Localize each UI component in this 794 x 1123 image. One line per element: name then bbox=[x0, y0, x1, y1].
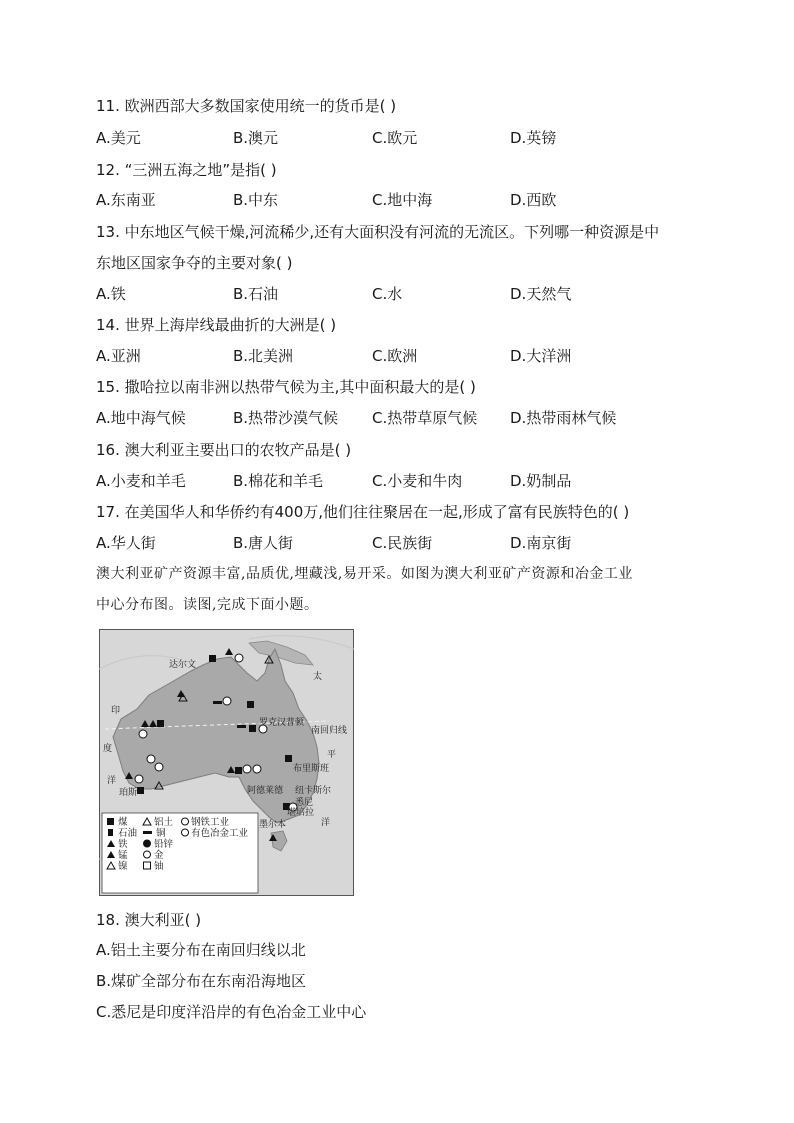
label-indian-1: 印 bbox=[111, 706, 121, 716]
coal-symbol bbox=[235, 767, 242, 774]
option-c[interactable]: C.欧元 bbox=[372, 129, 418, 147]
legend-leadzinc: 铅锌 bbox=[154, 839, 174, 850]
option-b[interactable]: B.棉花和羊毛 bbox=[233, 472, 324, 490]
label-pacific-3: 洋 bbox=[321, 818, 331, 828]
option-b[interactable]: B.唐人街 bbox=[233, 534, 294, 552]
label-indian-3: 洋 bbox=[107, 776, 117, 786]
legend-uranium: 铀 bbox=[154, 861, 164, 872]
legend-gold: 金 bbox=[154, 850, 164, 861]
coal-symbol bbox=[137, 787, 144, 794]
question-number: 15. bbox=[96, 378, 120, 396]
question-text: 撒哈拉以南非洲以热带气候为主,其中面积最大的是( ) bbox=[124, 378, 476, 396]
legend-nickel: 镍 bbox=[118, 861, 128, 872]
question-text: 世界上海岸线最曲折的大洲是( ) bbox=[124, 316, 337, 334]
option-b[interactable]: B.热带沙漠气候 bbox=[233, 409, 339, 427]
gold-symbol bbox=[223, 697, 231, 705]
question-number: 14. bbox=[96, 316, 120, 334]
question-text: “三洲五海之地”是指( ) bbox=[124, 161, 277, 179]
question-number: 12. bbox=[96, 161, 120, 179]
leadzinc-symbol bbox=[155, 763, 163, 771]
option-d[interactable]: D.大洋洲 bbox=[510, 347, 572, 365]
label-newcastle: 纽卡斯尔 bbox=[295, 786, 332, 796]
option-a[interactable]: A.地中海气候 bbox=[96, 409, 186, 427]
option-c[interactable]: C.欧洲 bbox=[372, 347, 418, 365]
question-text: 澳大利亚( ) bbox=[124, 911, 202, 929]
question-number: 13. bbox=[96, 223, 120, 241]
label-adelaide: 阿德莱德 bbox=[247, 786, 284, 796]
australia-mineral-map bbox=[99, 629, 354, 896]
coal-symbol bbox=[247, 701, 254, 708]
option-b[interactable]: B.煤矿全部分布在东南沿海地区 bbox=[96, 972, 307, 990]
option-a[interactable]: A.亚洲 bbox=[96, 347, 141, 365]
question-text: 澳大利亚主要出口的农牧产品是( ) bbox=[124, 441, 352, 459]
option-b[interactable]: B.北美洲 bbox=[233, 347, 294, 365]
option-b[interactable]: B.中东 bbox=[233, 191, 279, 209]
option-a[interactable]: A.铁 bbox=[96, 285, 126, 303]
question-number: 17. bbox=[96, 503, 120, 521]
intro-line-1: 澳大利亚矿产资源丰富,品质优,埋藏浅,易开采。如图为澳大利亚矿产资源和冶金工业 bbox=[96, 566, 633, 582]
label-tropic: 南回归线 bbox=[311, 726, 348, 736]
label-indian-2: 度 bbox=[103, 744, 113, 754]
legend-nonferrous-icon bbox=[182, 829, 189, 836]
label-kembla: 堪培拉 bbox=[287, 808, 315, 818]
question-18 bbox=[96, 910, 201, 930]
label-melbourne: 墨尔本 bbox=[259, 820, 287, 830]
question-text: 在美国华人和华侨约有400万,他们往往聚居在一起,形成了富有民族特色的( ) bbox=[124, 503, 630, 521]
option-a[interactable]: A.东南亚 bbox=[96, 191, 156, 209]
option-d[interactable]: D.南京街 bbox=[510, 534, 572, 552]
label-brisbane: 布里斯班 bbox=[293, 764, 330, 774]
option-a[interactable]: A.华人街 bbox=[96, 534, 156, 552]
legend-steel: 钢铁工业 bbox=[191, 817, 230, 828]
legend-coal: 煤 bbox=[118, 817, 128, 828]
nonferrous-symbol bbox=[135, 775, 143, 783]
legend-bauxite: 铝土 bbox=[154, 817, 174, 828]
legend-copper-icon bbox=[143, 831, 152, 834]
option-d[interactable]: D.热带雨林气候 bbox=[510, 409, 617, 427]
question-14 bbox=[96, 315, 336, 335]
question-13 bbox=[96, 222, 659, 242]
label-perth: 珀斯 bbox=[119, 788, 138, 798]
legend-oil: 石油 bbox=[118, 828, 138, 839]
coal-symbol bbox=[157, 720, 164, 727]
gold-symbol bbox=[253, 765, 261, 773]
question-13-continued: 东地区国家争夺的主要对象( ) bbox=[96, 254, 293, 272]
coal-symbol bbox=[249, 725, 256, 732]
option-d[interactable]: D.英镑 bbox=[510, 129, 557, 147]
legend-nonferrous: 有色冶金工业 bbox=[191, 828, 249, 839]
gold-symbol bbox=[235, 654, 243, 662]
gold-symbol bbox=[139, 730, 147, 738]
question-number: 16. bbox=[96, 441, 120, 459]
label-rockhampton: 罗克汉普顿 bbox=[259, 718, 305, 728]
legend-iron: 铁 bbox=[118, 839, 128, 850]
question-text: 欧洲西部大多数国家使用统一的货币是( ) bbox=[124, 97, 397, 115]
option-a[interactable]: A.小麦和羊毛 bbox=[96, 472, 186, 490]
option-b[interactable]: B.石油 bbox=[233, 285, 279, 303]
question-15 bbox=[96, 377, 476, 397]
gold-symbol bbox=[147, 755, 155, 763]
legend-coal-icon bbox=[107, 818, 114, 825]
copper-symbol bbox=[237, 725, 246, 728]
coal-symbol bbox=[285, 755, 292, 762]
option-c[interactable]: C.热带草原气候 bbox=[372, 409, 478, 427]
label-sydney: 悉尼 bbox=[295, 798, 314, 808]
option-b[interactable]: B.澳元 bbox=[233, 129, 279, 147]
option-d[interactable]: D.天然气 bbox=[510, 285, 572, 303]
coal-symbol bbox=[209, 655, 216, 662]
label-pacific-2: 平 bbox=[327, 750, 337, 760]
question-12 bbox=[96, 160, 277, 180]
legend-leadzinc-icon bbox=[144, 840, 151, 847]
option-c[interactable]: C.悉尼是印度洋沿岸的有色冶金工业中心 bbox=[96, 1003, 367, 1021]
option-c[interactable]: C.水 bbox=[372, 285, 403, 303]
option-c[interactable]: C.地中海 bbox=[372, 191, 433, 209]
option-c[interactable]: C.民族街 bbox=[372, 534, 433, 552]
label-pacific-1: 太 bbox=[313, 672, 323, 682]
question-16 bbox=[96, 440, 351, 460]
option-a[interactable]: A.美元 bbox=[96, 129, 141, 147]
map-legend bbox=[102, 813, 258, 893]
legend-steel-icon bbox=[182, 818, 189, 825]
label-darwin: 达尔文 bbox=[169, 660, 197, 670]
option-d[interactable]: D.西欧 bbox=[510, 191, 557, 209]
legend-gold-icon bbox=[144, 851, 151, 858]
question-text: 中东地区气候干燥,河流稀少,还有大面积没有河流的无流区。下列哪一种资源是中 bbox=[124, 223, 660, 241]
legend-copper: 铜 bbox=[156, 828, 166, 839]
option-d[interactable]: D.奶制品 bbox=[510, 472, 572, 490]
option-a[interactable]: A.铝土主要分布在南回归线以北 bbox=[96, 941, 306, 959]
question-11 bbox=[96, 96, 396, 116]
leadzinc-symbol bbox=[243, 765, 251, 773]
legend-manganese: 锰 bbox=[118, 850, 128, 861]
legend-oil-icon bbox=[108, 829, 113, 836]
intro-line-2: 中心分布图。读图,完成下面小题。 bbox=[96, 597, 319, 613]
option-c[interactable]: C.小麦和牛肉 bbox=[372, 472, 463, 490]
copper-symbol bbox=[213, 701, 222, 704]
question-number: 18. bbox=[96, 911, 120, 929]
legend-uranium-icon bbox=[144, 862, 151, 869]
question-number: 11. bbox=[96, 97, 120, 115]
question-17 bbox=[96, 502, 629, 522]
